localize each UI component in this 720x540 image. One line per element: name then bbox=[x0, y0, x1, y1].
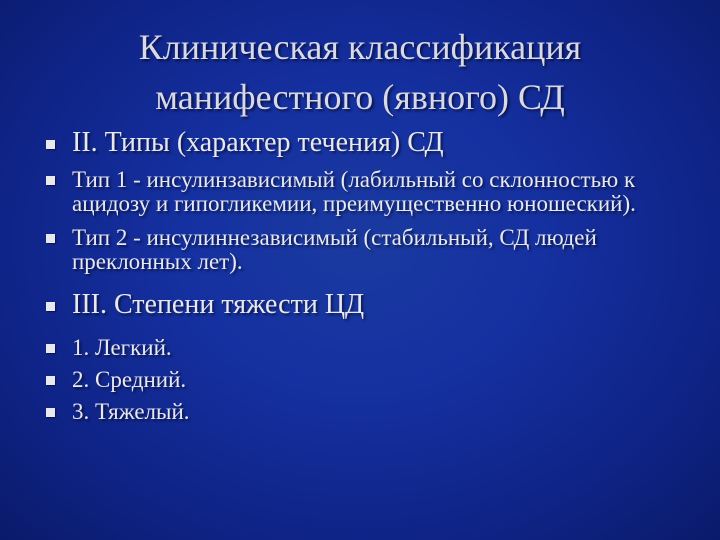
bullet-item-moderate bbox=[46, 368, 686, 392]
bullet-item-severity-heading bbox=[46, 288, 686, 322]
bullet-text: 2. Средний. bbox=[72, 367, 187, 392]
bullet-list bbox=[46, 126, 686, 424]
square-bullet-icon bbox=[46, 302, 55, 311]
square-bullet-icon bbox=[46, 408, 55, 417]
bullet-item-type-2 bbox=[46, 226, 686, 274]
bullet-text: Тип 1 - инсулинзависимый (лабильный со склонностью к ацидозу и гипогликемии, преимущественно юношеский). bbox=[72, 167, 636, 216]
square-bullet-icon bbox=[46, 140, 55, 149]
bullet-text: 3. Тяжелый. bbox=[72, 399, 190, 424]
bullet-text: Тип 2 - инсулиннезависимый (стабильный, СД людей преклонных лет). bbox=[72, 225, 597, 274]
bullet-item-types-heading bbox=[46, 126, 686, 160]
slide-title-line-1: Клиническая классификация bbox=[138, 27, 582, 67]
slide-title-line-2: манифестного (явного) СД bbox=[155, 77, 565, 117]
bullet-item-mild bbox=[46, 336, 686, 360]
square-bullet-icon bbox=[46, 344, 55, 353]
bullet-text: III. Степени тяжести ЦД bbox=[72, 289, 365, 320]
square-bullet-icon bbox=[46, 176, 55, 185]
bullet-text: 1. Легкий. bbox=[72, 335, 172, 360]
bullet-item-type-1 bbox=[46, 168, 686, 216]
square-bullet-icon bbox=[46, 234, 55, 243]
square-bullet-icon bbox=[46, 376, 55, 385]
bullet-item-severe bbox=[46, 400, 686, 424]
slide-title bbox=[70, 22, 650, 122]
bullet-text: II. Типы (характер течения) СД bbox=[72, 127, 444, 158]
